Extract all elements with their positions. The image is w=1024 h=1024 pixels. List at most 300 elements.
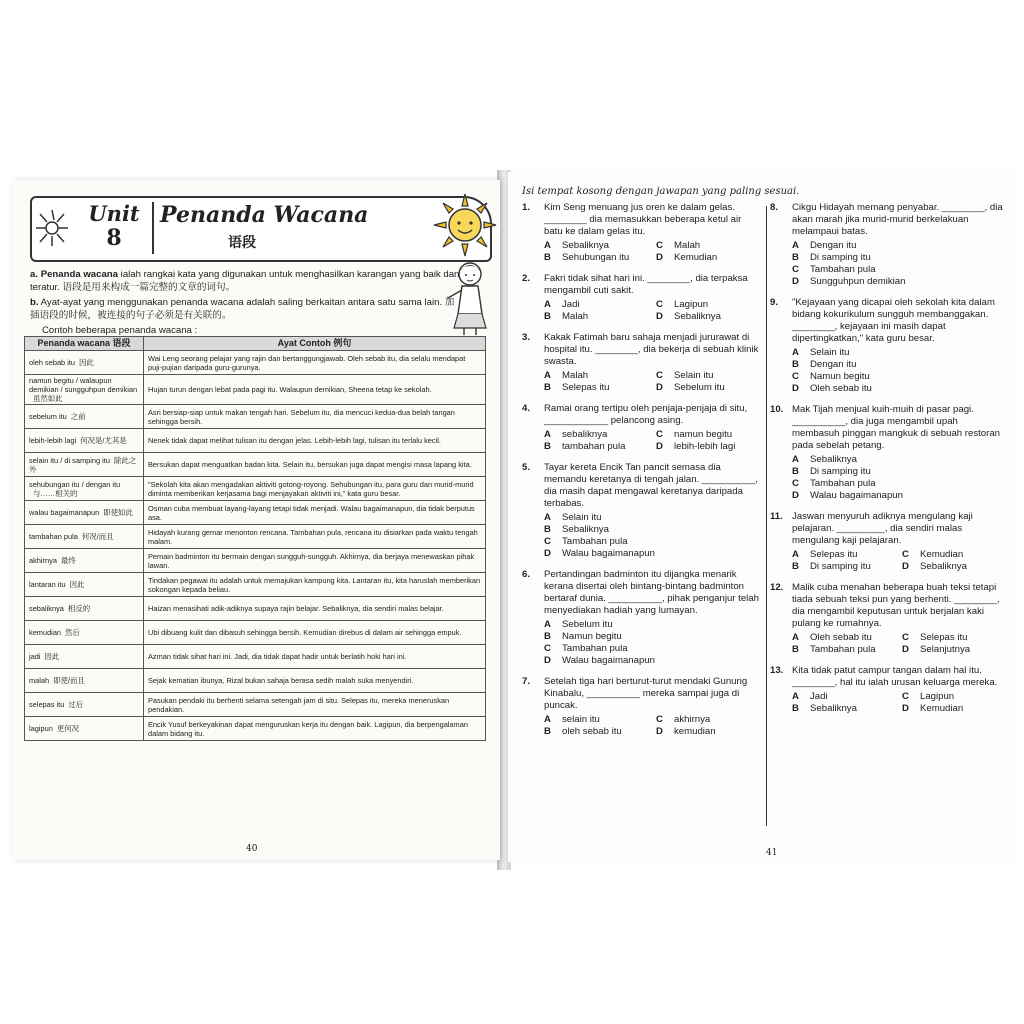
answer-option <box>792 252 1006 264</box>
option-text: Sebaliknya <box>810 703 857 714</box>
option-text: Walau bagaimanapun <box>810 490 903 501</box>
answer-option <box>544 536 762 548</box>
questions-column-left <box>522 202 762 747</box>
option-letter: B <box>544 441 551 452</box>
option-letter: B <box>792 359 799 370</box>
option-text: Walau bagaimanapun <box>562 655 655 666</box>
option-text: Sehubungan itu <box>562 252 630 263</box>
term-text: sehubungan itu / dengan itu <box>29 479 121 489</box>
intro-examples-label: Contoh beberapa penanda wacana : <box>42 325 198 336</box>
term-cell <box>25 375 144 405</box>
flower-icon <box>34 204 74 252</box>
answer-option <box>792 359 1006 371</box>
term-text: lebih-lebih lagi <box>29 436 77 445</box>
question-number: 10. <box>770 404 784 415</box>
question-item <box>522 273 762 323</box>
question-text: Cikgu Hidayah memang penyabar. ________, dia akan marah jika murid-murid berkelakuan melampaui batas. <box>792 202 1003 237</box>
option-letter: A <box>544 619 551 630</box>
term-chinese: 除此之外 <box>29 455 137 474</box>
example-sentence: Pemain badminton itu bermain dengan sungguh-sungguh. Akhirnya, dia berjaya menewaskan pihak lawan. <box>144 549 486 573</box>
answer-option <box>902 644 1006 656</box>
table-header-row <box>25 337 486 351</box>
option-letter: C <box>792 478 799 489</box>
unit-banner <box>30 196 492 262</box>
example-sentence: Haizan menasihati adik-adiknya supaya rajin belajar. Sebaliknya, dia sendiri malas belajar. <box>144 597 486 621</box>
example-sentence: Hujan turun dengan lebat pada pagi itu. Walaupun demikian, Sheena tetap ke sekolah. <box>144 375 486 405</box>
option-letter: B <box>544 631 551 642</box>
question-number: 11. <box>770 511 783 522</box>
option-letter: C <box>656 370 663 381</box>
answer-option <box>792 644 896 656</box>
answer-option <box>656 714 762 726</box>
question-number: 3. <box>522 332 531 343</box>
answer-options <box>544 429 762 453</box>
term-cell <box>25 453 144 477</box>
term-text: lagipun <box>29 724 53 733</box>
question-item <box>770 511 1006 573</box>
option-text: Di samping itu <box>810 561 871 572</box>
option-letter: B <box>792 252 799 263</box>
intro-a-text: ialah rangkai kata yang digunakan untuk menghasilkan karangan yang baik dan teratur. 语段是用来构成一篇完整的文章的词句。 <box>30 269 460 293</box>
question-item <box>522 332 762 394</box>
term-chinese: 即使/而且 <box>53 676 85 685</box>
table-row <box>25 645 486 669</box>
answer-option <box>792 264 1006 276</box>
option-text: lebih-lebih lagi <box>674 441 736 452</box>
answer-options <box>544 512 762 560</box>
answer-options <box>544 299 762 323</box>
option-text: Sebaliknya <box>562 240 609 251</box>
option-text: Selain itu <box>674 370 714 381</box>
intro-b-text: Ayat-ayat yang menggunakan penanda wacana adalah saling berkaitan antara satu sama lain. 加插语段的时候，被连接的句子必须是有关联的。 <box>30 297 455 321</box>
option-letter: D <box>656 382 663 393</box>
term-cell <box>25 351 144 375</box>
answer-option <box>902 632 1006 644</box>
option-text: Jadi <box>562 299 580 310</box>
term-cell <box>25 597 144 621</box>
option-letter: A <box>792 454 799 465</box>
table-row <box>25 405 486 429</box>
option-letter: D <box>792 490 799 501</box>
intro-term: Penanda wacana <box>40 269 119 280</box>
option-letter: A <box>792 549 799 560</box>
answer-option <box>792 466 1006 478</box>
question-text: Ramai orang tertipu oleh penjaja-penjaja di situ, ____________ pelancong asing. <box>544 403 748 426</box>
penanda-wacana-table <box>24 336 486 741</box>
option-text: kemudian <box>674 726 716 737</box>
question-item <box>770 404 1006 502</box>
answer-option <box>792 549 896 561</box>
right-page <box>508 172 1016 862</box>
term-cell <box>25 525 144 549</box>
question-number: 1. <box>522 202 531 213</box>
left-page <box>12 180 500 860</box>
option-letter: C <box>656 240 663 251</box>
answer-option <box>544 643 762 655</box>
answer-option <box>544 441 650 453</box>
question-number: 4. <box>522 403 531 414</box>
answer-option <box>656 726 762 738</box>
option-text: namun begitu <box>674 429 733 440</box>
question-number: 7. <box>522 676 531 687</box>
option-letter: D <box>902 561 909 572</box>
question-item <box>522 569 762 667</box>
term-cell <box>25 429 144 453</box>
table-row <box>25 717 486 741</box>
option-text: Tambahan pula <box>810 264 876 275</box>
term-cell <box>25 621 144 645</box>
term-cell <box>25 405 144 429</box>
option-letter: C <box>544 536 551 547</box>
answer-option <box>544 512 762 524</box>
option-text: Kemudian <box>920 703 964 714</box>
question-item <box>770 665 1006 715</box>
question-number: 13. <box>770 665 784 676</box>
table-row <box>25 669 486 693</box>
term-cell <box>25 549 144 573</box>
answer-option <box>792 691 896 703</box>
option-text: Malah <box>562 370 589 381</box>
answer-options <box>544 370 762 394</box>
term-cell <box>25 669 144 693</box>
answer-option <box>792 703 896 715</box>
term-chinese: 然后 <box>65 628 80 637</box>
answer-option <box>792 347 1006 359</box>
option-letter: C <box>902 549 909 560</box>
unit-number: 8 <box>106 225 122 251</box>
col-header-example: Ayat Contoh 例句 <box>144 337 486 351</box>
answer-option <box>902 703 1006 715</box>
term-cell <box>25 477 144 501</box>
example-sentence: "Sekolah kita akan mengadakan aktiviti gotong-royong. Sehubungan itu, para guru dan murid-murid diminta memberikan kerjasama bagi menjayakan aktiviti ini," kata guru besar. <box>144 477 486 501</box>
term-text: kemudian <box>29 628 62 637</box>
sun-icon <box>432 192 498 258</box>
question-text: Malik cuba menahan beberapa buah teksi tetapi tiada sebuah teksi pun yang berhenti. ________, dia mengambil keputusan untuk berjalan kaki pulang ke rumahnya. <box>792 582 1000 629</box>
term-chinese: 因此 <box>69 580 85 589</box>
page-number-right: 41 <box>766 848 778 858</box>
term-chinese: 最终 <box>60 556 76 565</box>
option-letter: A <box>544 512 551 523</box>
option-text: Lagipun <box>920 691 955 702</box>
table-row <box>25 453 486 477</box>
option-text: Walau bagaimanapun <box>562 548 655 559</box>
option-letter: D <box>656 252 663 263</box>
example-sentence: Bersukan dapat menguatkan badan kita. Selain itu, bersukan juga dapat mengisi masa lapang kita. <box>144 453 486 477</box>
intro-point-a: a. Penanda wacana ialah rangkai kata yang digunakan untuk menghasilkan karangan yang baik dan teratur. 语段是用来构成一篇完整的文章的词句。 <box>30 269 460 293</box>
answer-option <box>656 382 762 394</box>
answer-option <box>902 561 1006 573</box>
example-sentence: Sejak kematian ibunya, Rizal bukan sahaja berasa sedih malah suka menyendiri. <box>144 669 486 693</box>
answer-option <box>544 619 762 631</box>
option-letter: C <box>544 643 551 654</box>
example-sentence: Azman tidak sihat hari ini. Jadi, dia tidak dapat hadir untuk berlatih hoki hari ini. <box>144 645 486 669</box>
option-text: Di samping itu <box>810 466 871 477</box>
answer-option <box>544 370 650 382</box>
option-text: Sebelum itu <box>562 619 613 630</box>
question-text: Kakak Fatimah baru sahaja menjadi jururawat di hospital itu. ________, dia bekerja di sebuah klinik swasta. <box>544 332 759 367</box>
answer-option <box>902 549 1006 561</box>
term-chinese: 因此 <box>79 358 94 367</box>
option-text: Selanjutnya <box>920 644 971 655</box>
option-text: Malah <box>674 240 701 251</box>
answer-options <box>792 691 1006 715</box>
option-letter: C <box>902 691 909 702</box>
term-chinese: 相反的 <box>67 604 91 613</box>
question-text: Tayar kereta Encik Tan pancit semasa dia memandu keretanya di tengah jalan. __________, dia masih dapat mengawal keretanya daripada terbabas. <box>544 462 758 509</box>
answer-option <box>792 454 1006 466</box>
option-letter: C <box>656 714 663 725</box>
example-sentence: Asri bersiap-siap untuk makan tengah hari. Sebelum itu, dia mencuci kedua-dua belah tangan sehingga bersih. <box>144 405 486 429</box>
term-cell <box>25 573 144 597</box>
page-number-left: 40 <box>246 844 258 854</box>
option-letter: B <box>544 726 551 737</box>
example-sentence: Tindakan pegawai itu adalah untuk memajukan kampung kita. Lantaran itu, kita haruslah memberikan sokongan kepada beliau. <box>144 573 486 597</box>
option-text: Tambahan pula <box>562 643 628 654</box>
option-text: Selepas itu <box>810 549 858 560</box>
intro-point-b: b. Ayat-ayat yang menggunakan penanda wacana adalah saling berkaitan antara satu sama lain. 加插语段的时候，被连接的句子必须是有关联的。 <box>30 297 455 321</box>
questions-column-right <box>770 202 1006 724</box>
answer-option <box>544 382 650 394</box>
question-text: Setelah tiga hari berturut-turut mendaki Gunung Kinabalu, __________ mereka sampai juga di puncak. <box>544 676 748 711</box>
option-text: Namun begitu <box>810 371 870 382</box>
option-letter: B <box>544 311 551 322</box>
table-row <box>25 597 486 621</box>
example-sentence: Hidayah kurang gemar menonton rencana. Tambahan pula, rencana itu disiarkan pada waktu tengah malam. <box>144 525 486 549</box>
answer-options <box>792 632 1006 656</box>
option-text: Selepas itu <box>562 382 610 393</box>
exercise-instruction: Isi tempat kosong dengan jawapan yang paling sesuai. <box>522 186 800 197</box>
question-number: 12. <box>770 582 784 593</box>
example-sentence: Osman cuba membuat layang-layang tetapi tidak menjadi. Walau bagaimanapun, dia tidak berputus asa. <box>144 501 486 525</box>
table-row <box>25 429 486 453</box>
question-number: 2. <box>522 273 531 284</box>
option-letter: B <box>544 382 551 393</box>
question-item <box>522 462 762 560</box>
option-letter: A <box>544 714 551 725</box>
answer-option <box>544 429 650 441</box>
table-row <box>25 501 486 525</box>
option-letter: A <box>792 240 799 251</box>
answer-options <box>792 240 1006 288</box>
question-text: Fakri tidak sihat hari ini. ________, dia terpaksa mengambil cuti sakit. <box>544 273 748 296</box>
option-text: Namun begitu <box>562 631 622 642</box>
answer-options <box>544 619 762 667</box>
question-number: 9. <box>770 297 779 308</box>
question-text: Kim Seng menuang jus oren ke dalam gelas. ________ dia memasukkan beberapa ketul air batu ke dalam gelas itu. <box>544 202 742 237</box>
page-title: Penanda Wacana <box>160 202 369 228</box>
term-chinese: 虽然如此 <box>33 394 63 403</box>
option-text: sebaliknya <box>562 429 608 440</box>
table-row <box>25 549 486 573</box>
table-row <box>25 693 486 717</box>
example-sentence: Ubi dibuang kulit dan dibasuh sehingga bersih. Kemudian direbus di dalam air sehingga empuk. <box>144 621 486 645</box>
option-letter: B <box>544 252 551 263</box>
question-number: 6. <box>522 569 531 580</box>
table-row <box>25 375 486 405</box>
option-letter: B <box>792 703 799 714</box>
answer-option <box>656 252 762 264</box>
table-row <box>25 525 486 549</box>
option-text: Dengan itu <box>810 240 857 251</box>
term-cell <box>25 501 144 525</box>
example-sentence: Wai Leng seorang pelajar yang rajin dan bertanggungjawab. Oleh sebab itu, dia selalu mendapat puji-pujian daripada guru-gurunya. <box>144 351 486 375</box>
term-chinese: 何况是/尤其是 <box>80 436 127 445</box>
unit-label <box>78 202 150 254</box>
term-chinese: 何况/而且 <box>81 532 114 541</box>
option-letter: D <box>902 703 909 714</box>
term-chinese: 因此 <box>44 652 60 661</box>
answer-option <box>792 478 1006 490</box>
term-chinese: 之前 <box>70 412 86 421</box>
question-text: "Kejayaan yang dicapai oleh sekolah kita dalam bidang kokurikulum sungguh membanggakan. ________, kejayaan ini masih dapat dipertingkatkan," kata guru besar. <box>792 297 995 344</box>
option-text: Oleh sebab itu <box>810 632 872 643</box>
answer-options <box>792 549 1006 573</box>
answer-option <box>656 370 762 382</box>
question-item <box>522 676 762 738</box>
answer-option <box>902 691 1006 703</box>
option-text: Selepas itu <box>920 632 968 643</box>
answer-option <box>656 240 762 252</box>
term-text: jadi <box>29 652 41 661</box>
question-text: Pertandingan badminton itu dijangka menarik kerana disertai oleh bintang-bintang badminton bertaraf dunia. __________, pihak penganjur telah menyediakan hadiah yang lumayan. <box>544 569 759 616</box>
option-letter: B <box>792 466 799 477</box>
option-letter: A <box>544 429 551 440</box>
option-text: Tambahan pula <box>810 644 876 655</box>
answer-option <box>792 276 1006 288</box>
option-text: Lagipun <box>674 299 709 310</box>
option-text: selain itu <box>562 714 600 725</box>
option-letter: B <box>792 561 799 572</box>
option-letter: C <box>656 429 663 440</box>
example-sentence: Nenek tidak dapat melihat tulisan itu dengan jelas. Lebih-lebih lagi, tulisan itu terlalu kecil. <box>144 429 486 453</box>
answer-option <box>544 655 762 667</box>
term-text: walau bagaimanapun <box>29 508 100 517</box>
option-text: Tambahan pula <box>810 478 876 489</box>
question-number: 5. <box>522 462 531 473</box>
question-text: Mak Tijah menjual kuih-muih di pasar pagi. __________, dia juga mengambil upah membasuh pinggan mangkuk di sebuah restoran pada sebelah petang. <box>792 404 1000 451</box>
term-text: oleh sebab itu <box>29 358 76 367</box>
answer-option <box>792 240 1006 252</box>
answer-options <box>544 714 762 738</box>
option-letter: B <box>792 644 799 655</box>
answer-option <box>544 631 762 643</box>
table-row <box>25 573 486 597</box>
page-title-chinese: 语段 <box>228 234 256 250</box>
col-header-term: Penanda wacana 语段 <box>25 337 144 351</box>
table-row <box>25 351 486 375</box>
option-text: Sebaliknya <box>674 311 721 322</box>
option-text: Jadi <box>810 691 828 702</box>
option-letter: C <box>792 371 799 382</box>
answer-option <box>544 714 650 726</box>
answer-option <box>544 240 650 252</box>
option-text: oleh sebab itu <box>562 726 622 737</box>
term-chinese: 与……相关的 <box>33 488 78 498</box>
option-letter: D <box>544 548 551 559</box>
option-letter: A <box>792 632 799 643</box>
girl-illustration-icon <box>442 258 492 336</box>
column-divider <box>766 206 767 826</box>
answer-option <box>792 371 1006 383</box>
option-text: akhirnya <box>674 714 711 725</box>
answer-option <box>656 299 762 311</box>
table-row <box>25 621 486 645</box>
term-cell <box>25 693 144 717</box>
answer-option <box>544 548 762 560</box>
answer-option <box>792 632 896 644</box>
term-text: sebaliknya <box>29 604 64 613</box>
term-text: lantaran itu <box>29 580 66 589</box>
answer-options <box>792 347 1006 395</box>
option-letter: D <box>656 441 663 452</box>
question-item <box>522 403 762 453</box>
answer-option <box>656 441 762 453</box>
term-text: sebelum itu <box>29 412 67 421</box>
term-cell <box>25 717 144 741</box>
intro-text <box>30 268 460 339</box>
option-text: Di samping itu <box>810 252 871 263</box>
option-text: Sebaliknya <box>810 454 857 465</box>
answer-option <box>792 490 1006 502</box>
option-text: Selain itu <box>562 512 602 523</box>
option-text: Sebaliknya <box>562 524 609 535</box>
option-text: tambahan pula <box>562 441 626 452</box>
answer-option <box>544 726 650 738</box>
question-text: Kita tidak patut campur tangan dalam hal itu. ________, hal itu ialah urusan keluarga mereka. <box>792 665 998 688</box>
option-text: Kemudian <box>920 549 964 560</box>
option-text: Sungguhpun demikian <box>810 276 906 287</box>
option-letter: A <box>792 347 799 358</box>
term-text: akhirnya <box>29 556 57 565</box>
question-item <box>522 202 762 264</box>
option-letter: B <box>544 524 551 535</box>
example-sentence: Pasukan pendaki itu berhenti selama setengah jam di situ. Selepas itu, mereka meneruskan pendakian. <box>144 693 486 717</box>
term-text: selepas itu <box>29 700 65 709</box>
option-text: Sebaliknya <box>920 561 967 572</box>
option-letter: A <box>544 240 551 251</box>
option-letter: C <box>656 299 663 310</box>
option-letter: A <box>544 370 551 381</box>
option-letter: D <box>792 383 799 394</box>
answer-option <box>656 429 762 441</box>
table-row <box>25 477 486 501</box>
table-body <box>25 351 486 741</box>
question-number: 8. <box>770 202 779 213</box>
answer-option <box>792 561 896 573</box>
term-chinese: 更何况 <box>56 724 80 733</box>
option-letter: D <box>902 644 909 655</box>
option-letter: C <box>902 632 909 643</box>
answer-option <box>544 252 650 264</box>
term-text: namun begitu / walaupun demikian / sungguhpun demikian <box>29 376 138 394</box>
term-text: selain itu / di samping itu <box>29 455 110 465</box>
option-text: Malah <box>562 311 589 322</box>
answer-options <box>792 454 1006 502</box>
option-text: Sebelum itu <box>674 382 725 393</box>
answer-option <box>544 299 650 311</box>
option-text: Tambahan pula <box>562 536 628 547</box>
option-text: Oleh sebab itu <box>810 383 872 394</box>
option-letter: D <box>656 311 663 322</box>
answer-option <box>544 524 762 536</box>
question-item <box>770 582 1006 656</box>
example-sentence: Encik Yusuf berkeyakinan dapat menguruskan kerja itu dengan baik. Lagipun, dia berpengalaman dalam bidang itu. <box>144 717 486 741</box>
option-letter: D <box>792 276 799 287</box>
option-text: Dengan itu <box>810 359 857 370</box>
option-text: Kemudian <box>674 252 718 263</box>
answer-options <box>544 240 762 264</box>
option-letter: A <box>792 691 799 702</box>
